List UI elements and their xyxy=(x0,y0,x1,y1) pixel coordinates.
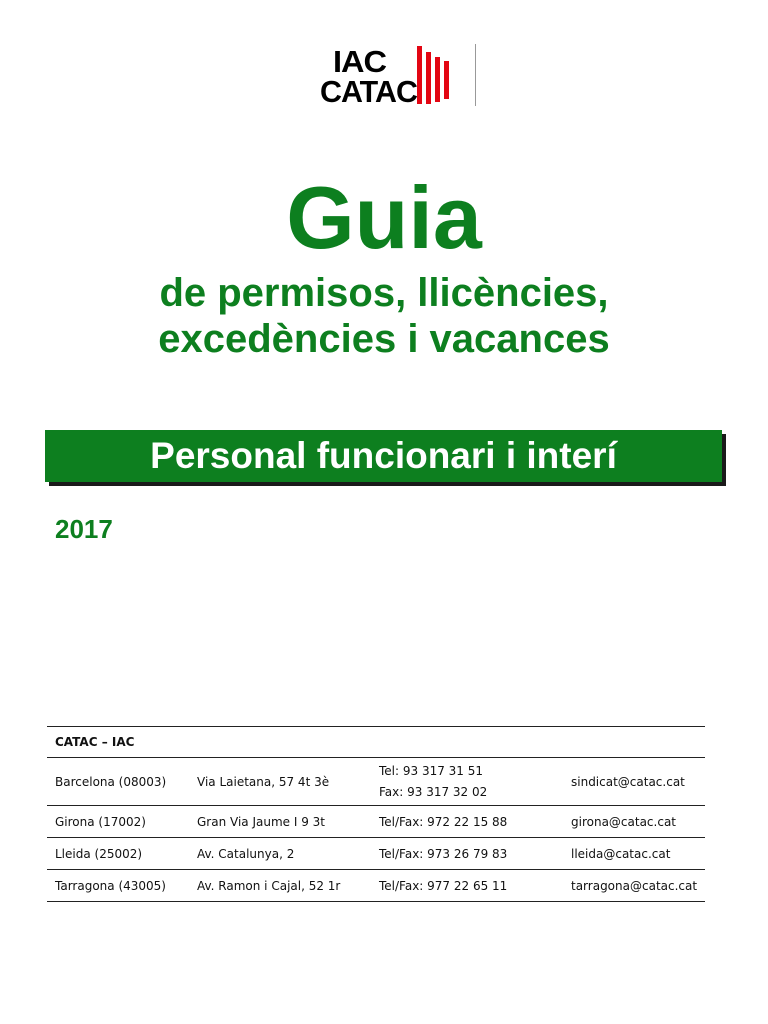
office-phone: Tel/Fax: 973 26 79 83 xyxy=(379,846,508,861)
subtitle-line-2: excedències i vacances xyxy=(158,317,610,361)
office-email[interactable]: girona@catac.cat xyxy=(571,814,676,829)
office-city: Girona (17002) xyxy=(55,814,146,829)
contacts-header-row xyxy=(47,727,705,758)
document-year: 2017 xyxy=(55,514,113,544)
document-subtitle xyxy=(0,270,768,362)
table-row xyxy=(47,758,705,806)
catac-iac-logo xyxy=(320,44,480,109)
document-title: Guia xyxy=(286,168,482,267)
banner-text: Personal funcionari i interí xyxy=(150,435,617,476)
office-email[interactable]: lleida@catac.cat xyxy=(571,846,671,861)
office-phone: Tel/Fax: 977 22 65 11 xyxy=(379,878,508,893)
office-city: Barcelona (08003) xyxy=(55,774,167,789)
table-row xyxy=(47,838,705,870)
logo-text-catac: CATAC xyxy=(320,74,417,109)
office-fax: Fax: 93 317 32 02 xyxy=(379,784,488,799)
logo-bars-icon xyxy=(417,46,457,104)
office-address: Gran Via Jaume I 9 3t xyxy=(197,814,325,829)
logo-divider xyxy=(475,44,476,106)
office-email[interactable]: tarragona@catac.cat xyxy=(571,878,698,893)
office-city: Lleida (25002) xyxy=(55,846,143,861)
office-address: Av. Ramon i Cajal, 52 1r xyxy=(197,878,341,893)
office-address: Via Laietana, 57 4t 3è xyxy=(197,774,330,789)
office-city: Tarragona (43005) xyxy=(55,878,166,893)
office-tel: Tel: 93 317 31 51 xyxy=(379,763,484,778)
contacts-header: CATAC – IAC xyxy=(55,735,135,749)
office-phone: Tel/Fax: 972 22 15 88 xyxy=(379,814,508,829)
logo-text-iac: IAC xyxy=(333,44,386,79)
office-email[interactable]: sindicat@catac.cat xyxy=(571,774,685,789)
subtitle-line-1: de permisos, llicències, xyxy=(159,271,609,315)
office-phone xyxy=(371,758,563,806)
audience-banner xyxy=(45,430,722,482)
contacts-table xyxy=(47,726,705,902)
table-row xyxy=(47,870,705,902)
office-address: Av. Catalunya, 2 xyxy=(197,846,295,861)
table-row xyxy=(47,806,705,838)
